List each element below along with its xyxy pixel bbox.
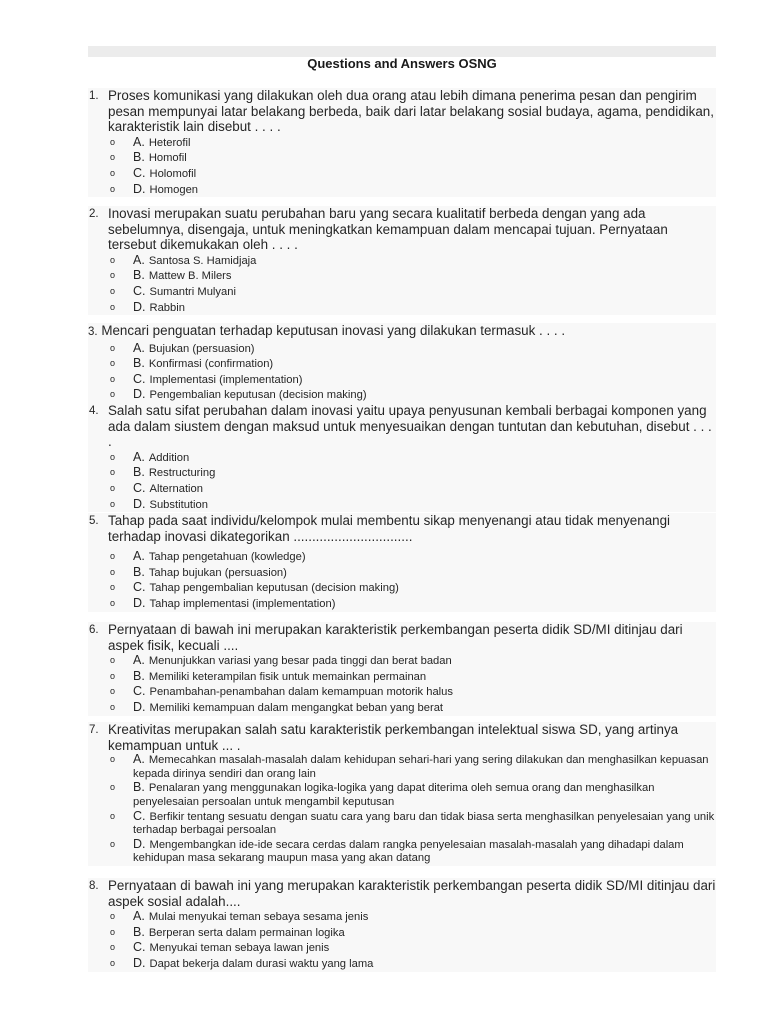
circle-bullet-icon: o	[110, 136, 116, 147]
option-list	[88, 549, 716, 611]
option-list	[88, 253, 716, 315]
option-b: o B. Memiliki keterampilan fisik untuk memainkan permainan	[110, 668, 427, 683]
question-text: Pernyataan di bawah ini yang merupakan karakteristik perkembangan peserta didik SD/MI ditinjau dari aspek sosial adalah....	[108, 878, 716, 909]
question-text: Inovasi merupakan suatu perubahan baru yang secara kualitatif berbeda dengan yang ada sebelumnya, disengaja, untuk meningkatkan kemampuan dalam mencapai tujuan. Pernyataan tersebut dikemukakan oleh . . . .	[108, 206, 668, 253]
option-list	[88, 135, 716, 197]
option-a: o A. Mulai menyukai teman sebaya sesama jenis	[110, 909, 369, 924]
circle-bullet-icon: o	[110, 301, 116, 312]
circle-bullet-icon: o	[110, 782, 116, 793]
circle-bullet-icon: o	[110, 285, 116, 296]
circle-bullet-icon: o	[110, 254, 116, 265]
question-number: 7.	[89, 724, 99, 736]
option-a: o A. Bujukan (persuasion)	[110, 340, 255, 355]
option-b: o B. Restructuring	[110, 465, 216, 480]
question-stem	[88, 513, 716, 544]
option-b: o B. Penalaran yang menggunakan logika-logika yang dapat diterima oleh semua orang dan menghasilkan penyelesaian persoalan untuk mengambil keputusan	[110, 780, 655, 808]
option-list	[88, 753, 716, 866]
option-a: o A. Heterofil	[110, 134, 191, 149]
option-c: o C. Alternation	[110, 480, 203, 495]
question-number: 1.	[89, 90, 99, 102]
question-text: Salah satu sifat perubahan dalam inovasi yaitu upaya penyusunan kembali berbagai komponen yang ada dalam siustem dengan maksud untuk menyesuaikan dengan tuntutan dan kebutuhan, disebut . . . .	[108, 403, 712, 450]
circle-bullet-icon: o	[110, 498, 116, 509]
option-d: o D. Dapat bekerja dalam durasi waktu yang lama	[110, 955, 374, 970]
circle-bullet-icon: o	[110, 701, 116, 712]
question-text: Mencari penguatan terhadap keputusan inovasi yang dilakukan termasuk . . . .	[101, 323, 566, 338]
circle-bullet-icon: o	[110, 957, 116, 968]
question-8	[88, 878, 716, 972]
question-text: Pernyataan di bawah ini merupakan karakteristik perkembangan peserta didik SD/MI ditinjau dari aspek fisik, kecuali ....	[108, 622, 683, 653]
circle-bullet-icon: o	[110, 389, 116, 400]
option-list	[88, 909, 716, 971]
question-number: 5.	[89, 515, 99, 527]
circle-bullet-icon: o	[110, 358, 116, 369]
question-5	[88, 513, 716, 612]
option-c: o C. Sumantri Mulyani	[110, 283, 236, 298]
option-list	[88, 653, 716, 715]
option-c: o C. Penambahan-penambahan dalam kemampuan motorik halus	[110, 684, 453, 699]
circle-bullet-icon: o	[110, 655, 116, 666]
circle-bullet-icon: o	[110, 566, 116, 577]
question-stem	[88, 323, 716, 341]
option-b: o B. Homofil	[110, 150, 187, 165]
question-4	[88, 403, 716, 512]
option-d: o D. Tahap implementasi (implementation)	[110, 595, 336, 610]
option-list	[88, 341, 716, 403]
option-a: o A. Tahap pengetahuan (kowledge)	[110, 549, 306, 564]
circle-bullet-icon: o	[110, 810, 116, 821]
circle-bullet-icon: o	[110, 482, 116, 493]
circle-bullet-icon: o	[110, 597, 116, 608]
option-d: o D. Rabbin	[110, 299, 185, 314]
circle-bullet-icon: o	[110, 270, 116, 281]
question-stem	[88, 622, 716, 653]
circle-bullet-icon: o	[110, 754, 116, 765]
option-b: o B. Tahap bujukan (persuasion)	[110, 564, 287, 579]
circle-bullet-icon: o	[110, 838, 116, 849]
option-c: o C. Menyukai teman sebaya lawan jenis	[110, 940, 330, 955]
option-c: o C. Holomofil	[110, 165, 197, 180]
circle-bullet-icon: o	[110, 183, 116, 194]
option-list	[88, 450, 716, 512]
option-d: o D. Mengembangkan ide-ide secara cerdas dalam rangka penyelesaian masalah-masalah yang dihadapi dalam kehidupan masa sekarang maupun masa yang akan datang	[110, 836, 684, 865]
circle-bullet-icon: o	[110, 152, 116, 163]
question-stem	[88, 403, 716, 450]
circle-bullet-icon: o	[110, 670, 116, 681]
question-number: 4.	[89, 405, 99, 417]
circle-bullet-icon: o	[110, 551, 116, 562]
question-number: 6.	[89, 624, 99, 636]
option-a: o A. Santosa S. Hamidjaja	[110, 252, 257, 267]
circle-bullet-icon: o	[110, 451, 116, 462]
option-a: o A. Memecahkan masalah-masalah dalam kehidupan sehari-hari yang sering dilakukan dan menghasilkan kepuasan kepada dirinya sendiri dan orang lain	[110, 752, 709, 780]
question-2	[88, 206, 716, 315]
option-d: o D. Pengembalian keputusan (decision making)	[110, 387, 367, 402]
option-b: o B. Konfirmasi (confirmation)	[110, 356, 274, 371]
circle-bullet-icon: o	[110, 373, 116, 384]
option-d: o D. Memiliki kemampuan dalam mengangkat beban yang berat	[110, 699, 444, 714]
question-stem	[88, 878, 716, 909]
question-3	[88, 323, 716, 403]
option-c: o C. Implementasi (implementation)	[110, 371, 303, 386]
option-a: o A. Menunjukkan variasi yang besar pada tinggi dan berat badan	[110, 653, 452, 668]
option-d: o D. Homogen	[110, 181, 199, 196]
question-text: Tahap pada saat individu/kelompok mulai membentu sikap menyenangi atau tidak menyenangi terhadap inovasi dikategorikan ................................	[108, 513, 671, 544]
circle-bullet-icon: o	[110, 942, 116, 953]
circle-bullet-icon: o	[110, 911, 116, 922]
option-d: o D. Substitution	[110, 496, 208, 511]
page-title: Questions and Answers OSNG	[307, 56, 497, 71]
question-number: 3.	[88, 326, 98, 338]
question-stem	[88, 88, 716, 135]
question-text: Proses komunikasi yang dilakukan oleh dua orang atau lebih dimana penerima pesan dan pengirim pesan mempunyai latar belakang berbeda, baik dari latar belakang sosial budaya, agama, pendidikan, karakteristik lain disebut . . . .	[108, 88, 714, 135]
circle-bullet-icon: o	[110, 342, 116, 353]
question-number: 2.	[89, 208, 99, 220]
question-7	[88, 722, 716, 866]
option-a: o A. Addition	[110, 449, 190, 464]
option-c: o C. Berfikir tentang sesuatu dengan suatu cara yang baru dan tidak biasa serta menghasilkan penyelesaian yang unik terhadap berbagai persoalan	[110, 808, 715, 837]
question-6	[88, 622, 716, 716]
circle-bullet-icon: o	[110, 467, 116, 478]
option-c: o C. Tahap pengembalian keputusan (decision making)	[110, 580, 399, 595]
question-number: 8.	[89, 880, 99, 892]
question-1	[88, 88, 716, 197]
circle-bullet-icon: o	[110, 167, 116, 178]
option-b: o B. Berperan serta dalam permainan logika	[110, 924, 345, 939]
question-stem	[88, 206, 716, 253]
question-stem	[88, 722, 716, 753]
question-text: Kreativitas merupakan salah satu karakteristik perkembangan intelektual siswa SD, yang artinya kemampuan untuk ... .	[108, 722, 679, 753]
circle-bullet-icon: o	[110, 582, 116, 593]
circle-bullet-icon: o	[110, 686, 116, 697]
option-b: o B. Mattew B. Milers	[110, 268, 232, 283]
circle-bullet-icon: o	[110, 926, 116, 937]
